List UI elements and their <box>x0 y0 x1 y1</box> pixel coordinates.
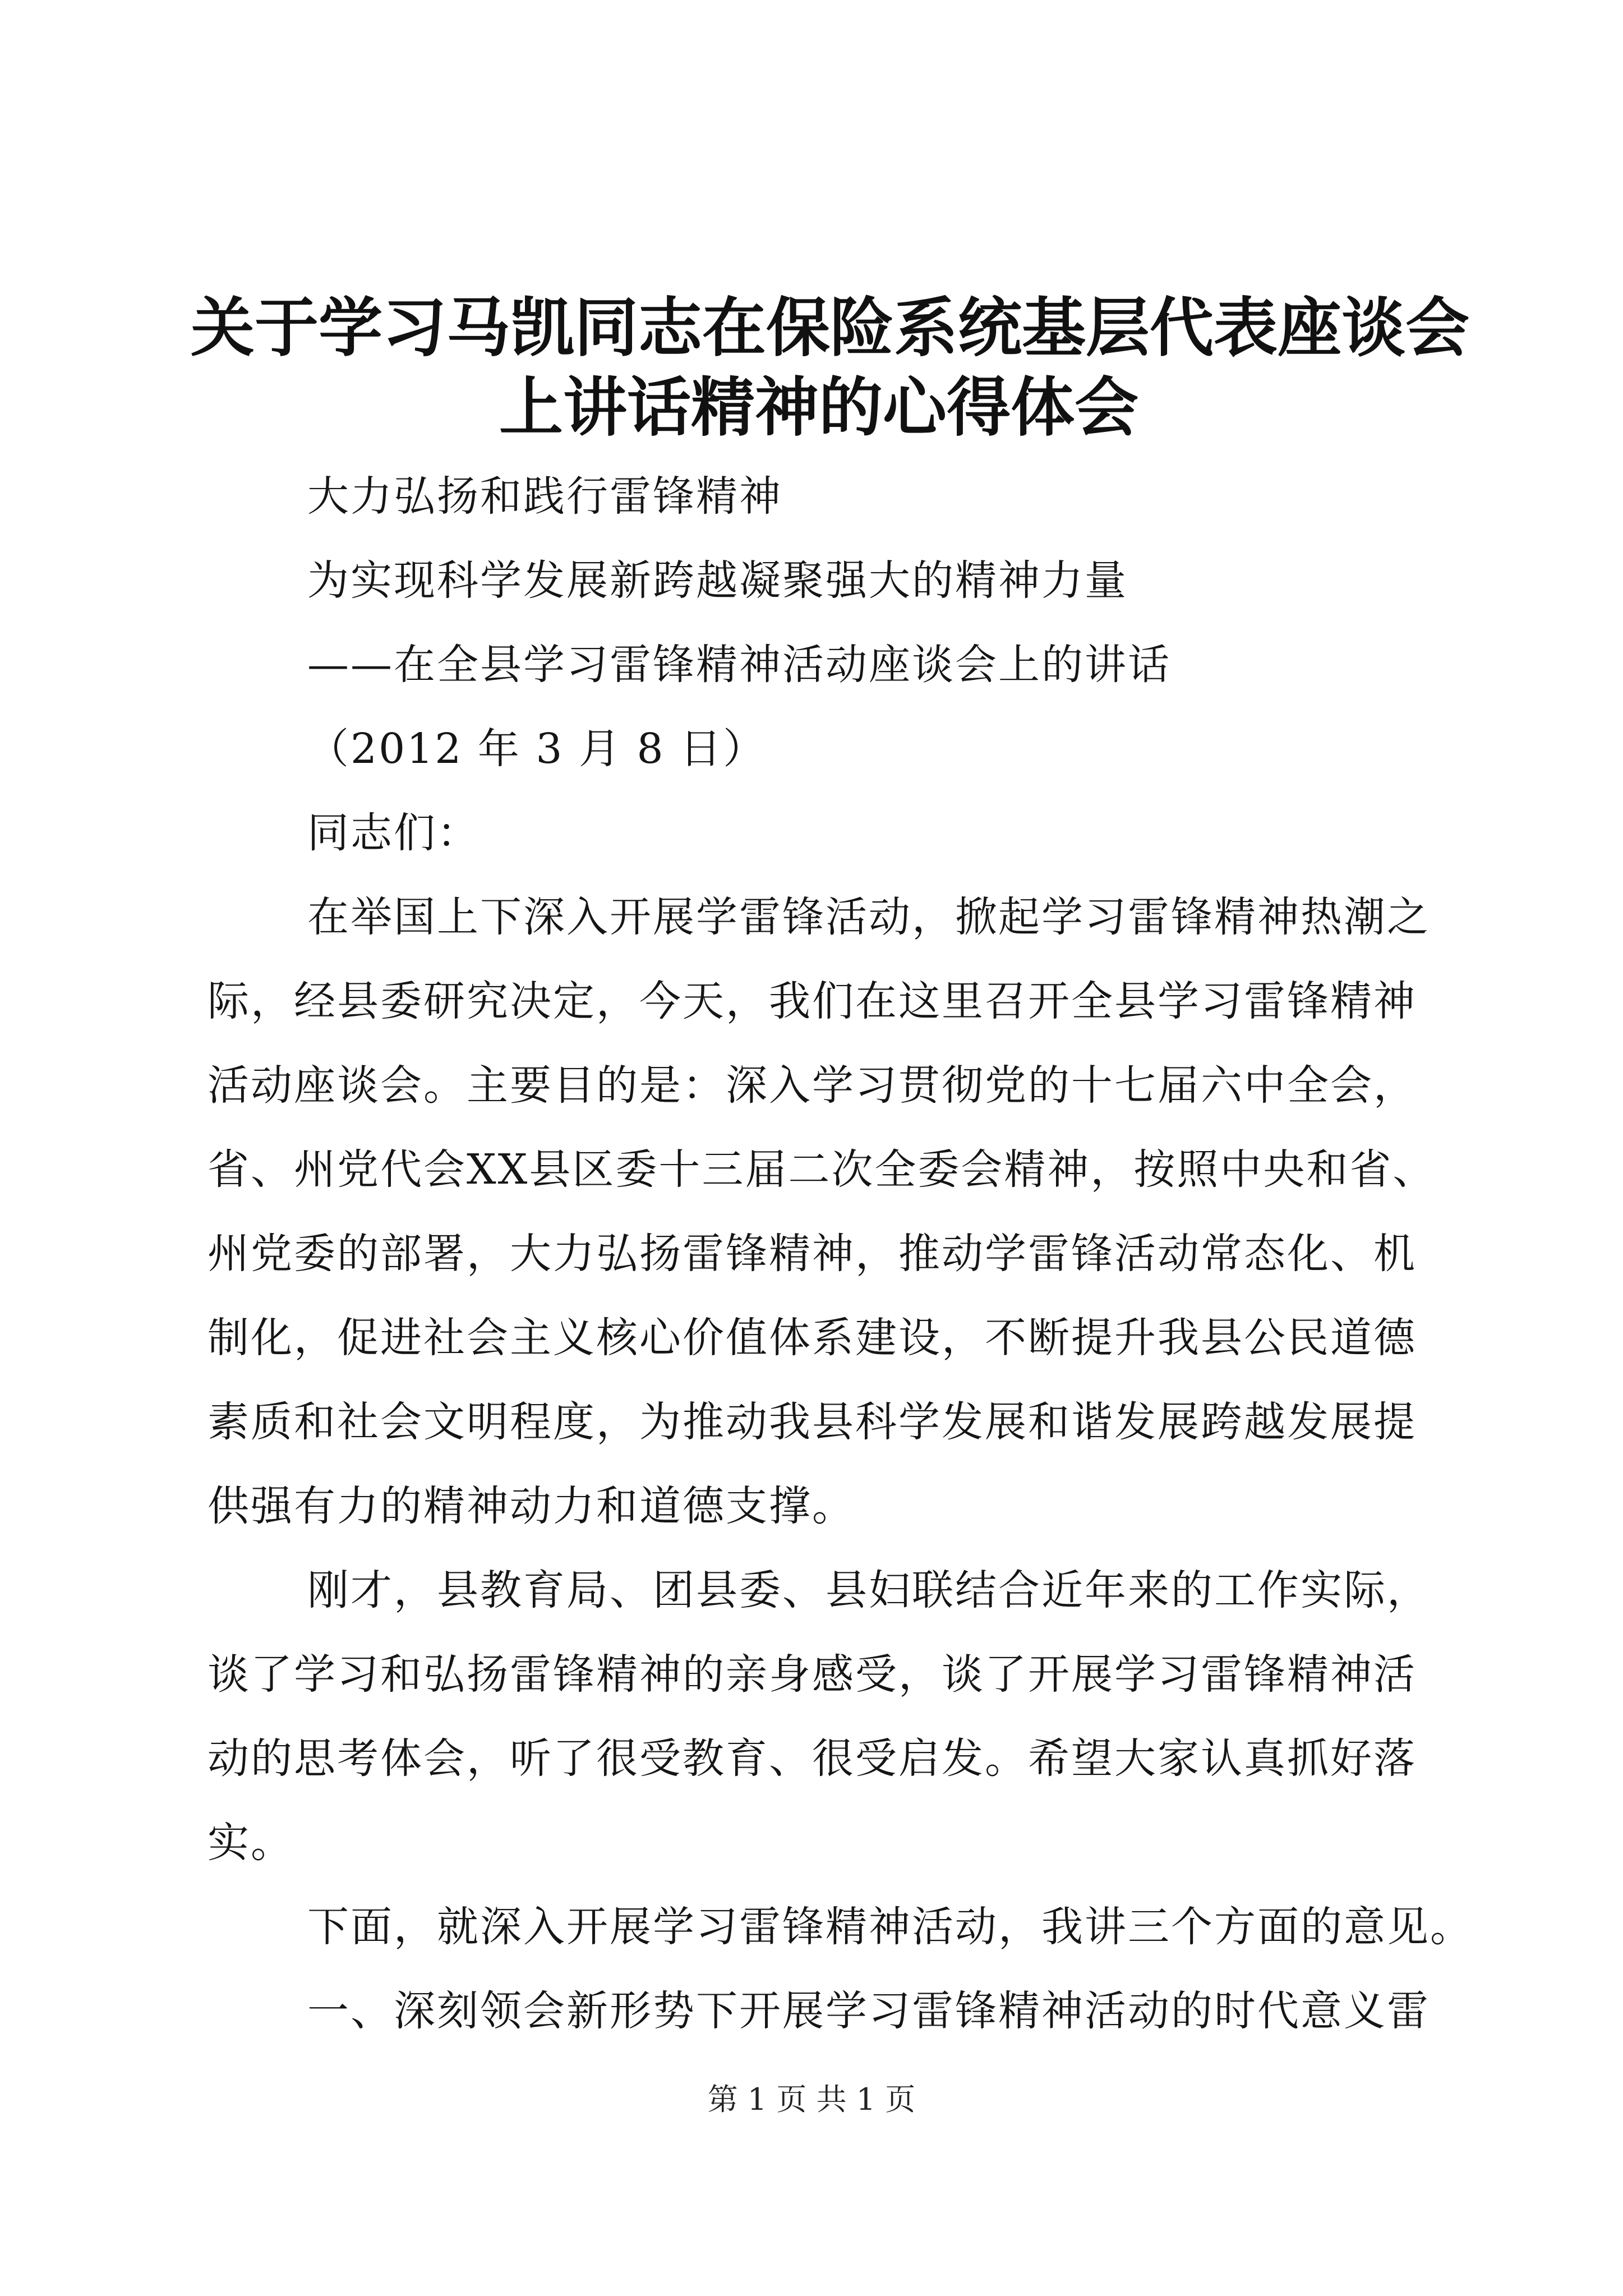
speech-date: （2012 年 3 月 8 日） <box>307 725 767 773</box>
paragraph-2-line: 实。 <box>208 1819 294 1867</box>
paragraph-1-line: 在举国上下深入开展学雷锋活动，掀起学习雷锋精神热潮之 <box>307 893 1430 941</box>
section-heading-1: 一、深刻领会新形势下开展学习雷锋精神活动的时代意义雷 <box>307 1987 1430 2035</box>
page-number-footer: 第 1 页 共 1 页 <box>707 2082 916 2117</box>
paragraph-2-line: 动的思考体会，听了很受教育、很受启发。希望大家认真抓好落 <box>208 1734 1417 1783</box>
document-title-line-2: 上讲话精神的心得体会 <box>499 370 1138 445</box>
document-title-line-1: 关于学习马凯同志在保险系统基层代表座谈会 <box>191 291 1470 365</box>
paragraph-1-line: 制化，促进社会主义核心价值体系建设，不断提升我县公民道德 <box>208 1314 1417 1362</box>
salutation: 同志们： <box>307 809 480 857</box>
paragraph-1-line: 活动座谈会。主要目的是：深入学习贯彻党的十七届六中全会， <box>208 1061 1417 1110</box>
paragraph-2-line: 谈了学习和弘扬雷锋精神的亲身感受，谈了开展学习雷锋精神活 <box>208 1650 1417 1699</box>
paragraph-1-line: 供强有力的精神动力和道德支撑。 <box>208 1482 855 1530</box>
paragraph-1-line: 素质和社会文明程度，为推动我县科学发展和谐发展跨越发展提 <box>208 1398 1417 1446</box>
paragraph-1-line: 省、州党代会XX县区委十三届二次全委会精神，按照中央和省、 <box>208 1145 1436 1194</box>
subtitle-3: ——在全县学习雷锋精神活动座谈会上的讲话 <box>307 641 1171 689</box>
paragraph-3: 下面，就深入开展学习雷锋精神活动，我讲三个方面的意见。 <box>307 1903 1473 1951</box>
paragraph-2-line: 刚才，县教育局、团县委、县妇联结合近年来的工作实际， <box>307 1566 1430 1614</box>
paragraph-1-line: 际，经县委研究决定，今天，我们在这里召开全县学习雷锋精神 <box>208 977 1417 1025</box>
paragraph-1-line: 州党委的部署，大力弘扬雷锋精神，推动学雷锋活动常态化、机 <box>208 1230 1417 1278</box>
subtitle-1: 大力弘扬和践行雷锋精神 <box>307 472 782 521</box>
subtitle-2: 为实现科学发展新跨越凝聚强大的精神力量 <box>307 556 1128 605</box>
